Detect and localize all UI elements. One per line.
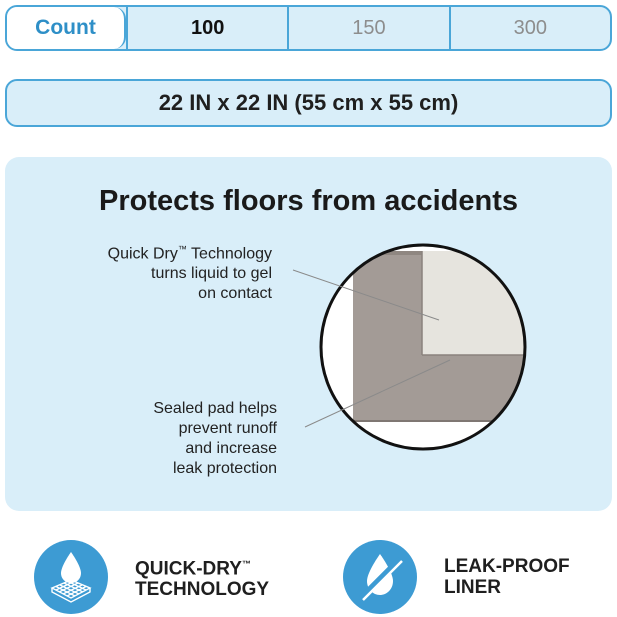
count-selector bbox=[5, 5, 612, 51]
count-option-100[interactable]: 100 bbox=[126, 7, 287, 49]
callout-sealed: Sealed pad helps prevent runoff and increase leak protection bbox=[153, 400, 277, 477]
panel-title: Protects floors from accidents bbox=[99, 185, 518, 217]
no-leak-drop-icon bbox=[343, 540, 417, 614]
feature-leak-proof-label: LEAK-PROOF LINER bbox=[444, 556, 570, 598]
count-option-150[interactable]: 150 bbox=[287, 7, 448, 49]
size-label: 22 IN x 22 IN (55 cm x 55 cm) bbox=[5, 79, 612, 127]
feature-leak-proof bbox=[343, 540, 570, 614]
feature-quick-dry bbox=[34, 540, 269, 614]
feature-quick-dry-label: QUICK-DRY™ TECHNOLOGY bbox=[135, 558, 270, 601]
count-label: Count bbox=[7, 7, 126, 49]
count-option-300[interactable]: 300 bbox=[449, 7, 610, 49]
callout-quickdry: Quick Dry™ Technology turns liquid to gel on contact bbox=[107, 244, 272, 303]
water-drop-gel-icon bbox=[34, 540, 108, 614]
feature-panel bbox=[5, 157, 612, 511]
